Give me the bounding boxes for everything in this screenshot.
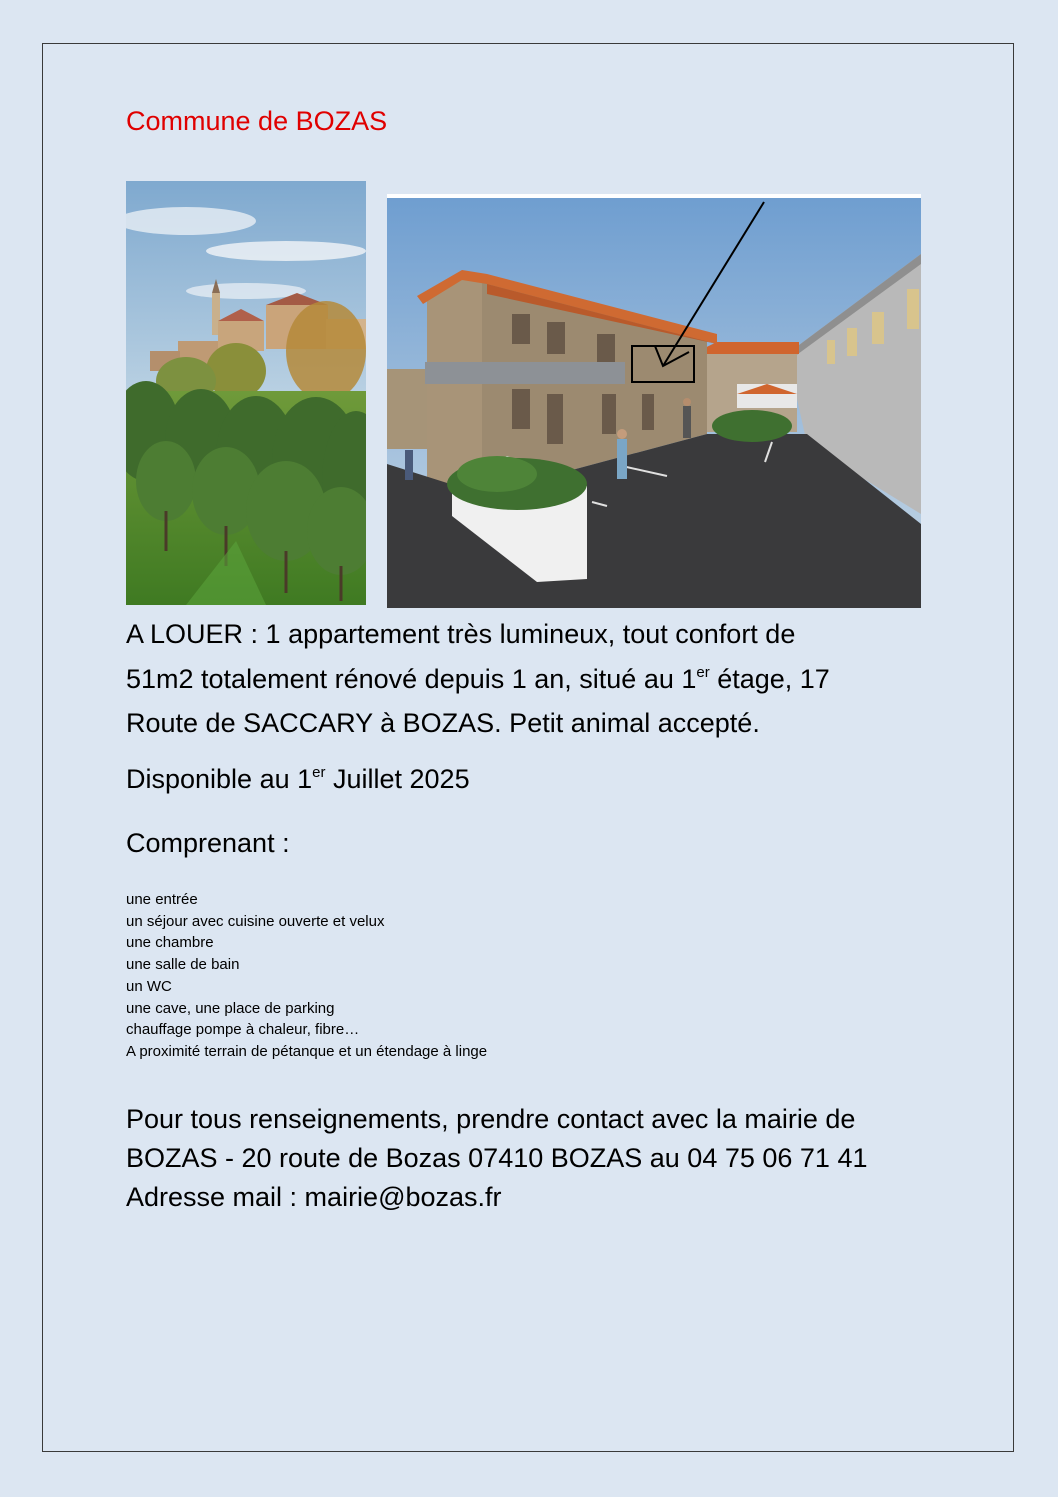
list-item: chauffage pompe à chaleur, fibre… xyxy=(126,1021,360,1039)
description-line-3: Route de SACCARY à BOZAS. Petit animal accepté. xyxy=(126,708,760,738)
contact-info xyxy=(126,1100,946,1217)
list-item: A proximité terrain de pétanque et un étendage à linge xyxy=(126,1042,488,1060)
availability-date: Disponible au 1er Juillet 2025 xyxy=(126,764,470,794)
list-item: une cave, une place de parking xyxy=(126,999,335,1017)
page-title: Commune de BOZAS xyxy=(126,106,388,136)
includes-heading: Comprenant : xyxy=(126,828,290,858)
rental-description xyxy=(126,612,926,746)
features-list xyxy=(126,889,487,1063)
building-render-photo xyxy=(387,194,921,608)
village-photo xyxy=(126,181,366,605)
list-item: un séjour avec cuisine ouverte et velux xyxy=(126,912,385,930)
list-item: une entrée xyxy=(126,891,198,908)
contact-line-1: Pour tous renseignements, prendre contact avec la mairie de xyxy=(126,1104,856,1134)
description-line-2: 51m2 totalement rénové depuis 1 an, situé au 1er étage, 17 xyxy=(126,663,830,694)
list-item: une chambre xyxy=(126,934,214,952)
list-item: un WC xyxy=(126,977,172,995)
description-line-1: A LOUER : 1 appartement très lumineux, tout confort de xyxy=(126,619,796,649)
list-item: une salle de bain xyxy=(126,956,240,974)
contact-line-2: BOZAS - 20 route de Bozas 07410 BOZAS au 04 75 06 71 41 xyxy=(126,1143,868,1173)
contact-email-line[interactable]: Adresse mail : mairie@bozas.fr xyxy=(126,1182,502,1212)
